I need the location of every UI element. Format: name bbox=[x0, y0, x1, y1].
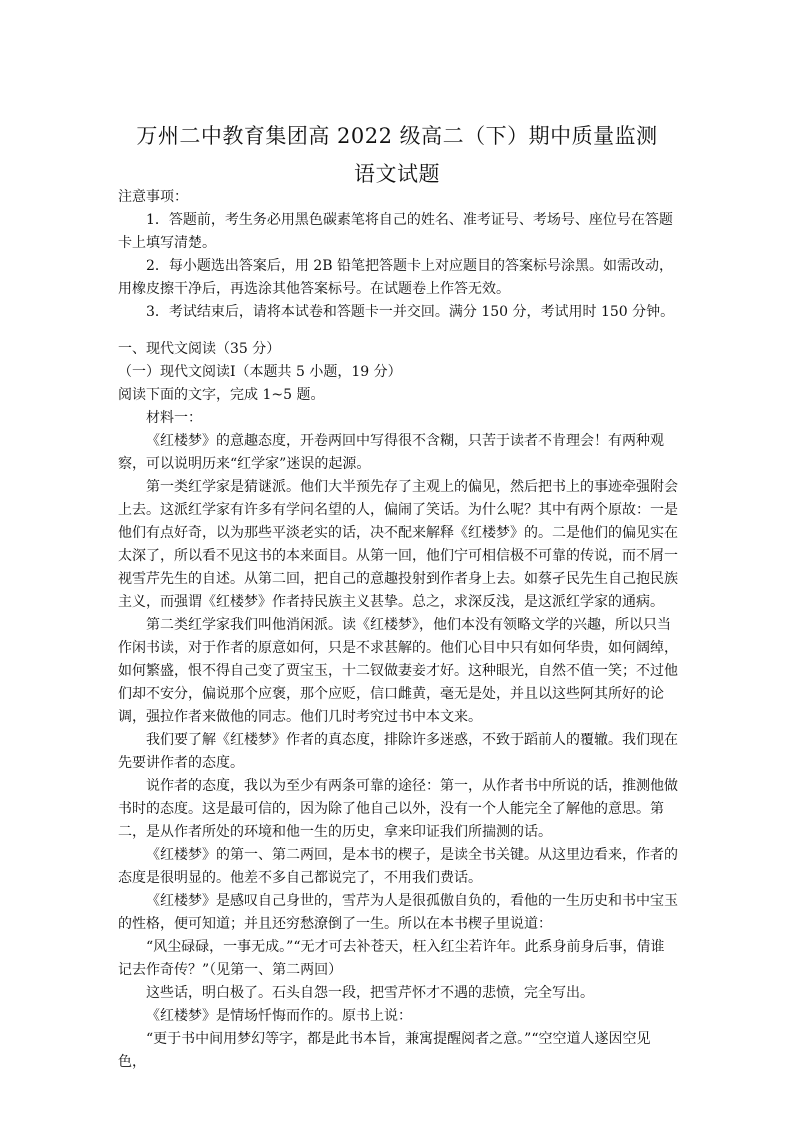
quote-paragraph: “风尘碌碌，一事无成。”“无才可去补苍天，枉入红尘若许年。此系身前身后事，倩谁记去作奇传？”（见第一、第二两回） bbox=[118, 939, 665, 978]
paragraph: 《红楼梦》是感叹自己身世的，雪芹为人是很孤傲自负的，看他的一生历史和书中宝玉的性格，便可知道；并且还穷愁潦倒了一生。所以在本书楔子里说道： bbox=[118, 893, 678, 932]
subsection-heading: （一）现代文阅读Ⅰ（本题共 5 小题，19 分） bbox=[118, 364, 402, 380]
material-label: 材料一： bbox=[146, 410, 202, 426]
exam-title: 万州二中教育集团高 2022 级高二（下）期中质量监测 bbox=[136, 124, 658, 148]
paragraph: 第一类红学家是猜谜派。他们大半预先存了主观上的偏见，然后把书上的事迹牵强附会上去。这派红学家有许多有学问名望的人，偏闹了笑话。为什么呢？其中有两个原故：一是他们有点好奇，以为那些平淡老实的话，决不配来解释《红楼梦》的。二是他们的偏见实在太深了，所以看不见这书的本来面目。从第一回，他们宁可相信极不可靠的传说，而不屑一视雪芹先生的自述。从第二回，把自己的意趣投射到作者身上去。如蔡孑民先生自己抱民族主义，而强谓《红楼梦》作者持民族主义甚挚。总之，求深反浅，是这派红学家的通病。 bbox=[118, 479, 678, 610]
quote-paragraph: “更于书中间用梦幻等字，都是此书本旨，兼寓提醒阅者之意。”“空空道人遂因空见色， bbox=[118, 1031, 651, 1070]
paragraph: 《红楼梦》的意趣态度，开卷两回中写得很不含糊，只苦于读者不肯理会！有两种观察，可以说明历来“红学家”迷误的起源。 bbox=[118, 433, 664, 472]
page-body bbox=[118, 186, 678, 1074]
notice-heading: 注意事项： bbox=[118, 189, 188, 205]
notice-item-2: 2．每小题选出答案后，用 2B 铅笔把答题卡上对应题目的答案标号涂黑。如需改动，用橡皮擦干净后，再选涂其他答案标号。在试题卷上作答无效。 bbox=[118, 258, 674, 297]
paragraph: 第二类红学家我们叫他消闲派。读《红楼梦》，他们本没有领略文学的兴趣，所以只当作闲书读，对于作者的原意如何，只是不求甚解的。他们心目中只有如何华贵，如何阔绰，如何繁盛，恨不得自己变了贾宝玉，十二钗做妻妾才好。这种眼光，自然不值一笑；不过他们却不安分，偏说那个应褒，那个应贬，信口雌黄，毫无是处，并且以这些阿其所好的论调，强拉作者来做他的同志。他们几时考究过书中本文来。 bbox=[118, 617, 678, 725]
instruction: 阅读下面的文字，完成 1~5 题。 bbox=[118, 387, 325, 403]
paragraph: 说作者的态度，我以为至少有两条可靠的途径：第一，从作者书中所说的话，推测他做书时的态度。这是最可信的，因为除了他自己以外，没有一个人能完全了解他的意思。第二，是从作者所处的环境和他一生的历史，拿来印证我们所揣测的话。 bbox=[118, 778, 678, 840]
paragraph: 《红楼梦》的第一、第二两回，是本书的楔子，是读全书关键。从这里边看来，作者的态度是很明显的。他差不多自己都说完了，不用我们费话。 bbox=[118, 847, 678, 886]
exam-subtitle: 语文试题 bbox=[354, 162, 440, 186]
paragraph: 这些话，明白极了。石头自怨一段，把雪芹怀才不遇的悲愤，完全写出。 bbox=[146, 985, 594, 1001]
notice-item-3: 3．考试结束后，请将本试卷和答题卡一并交回。满分 150 分，考试用时 150 分钟。 bbox=[146, 304, 675, 320]
notice-item-1: 1．答题前，考生务必用黑色碳素笔将自己的姓名、准考证号、考场号、座位号在答题卡上填写清楚。 bbox=[118, 212, 673, 251]
paragraph: 我们要了解《红楼梦》作者的真态度，排除许多迷惑，不致于蹈前人的覆辙。我们现在先要讲作者的态度。 bbox=[118, 732, 678, 771]
section-heading: 一、现代文阅读（35 分） bbox=[118, 341, 281, 357]
spacer bbox=[118, 324, 678, 338]
paragraph: 《红楼梦》是情场忏悔而作的。原书上说： bbox=[146, 1008, 412, 1024]
